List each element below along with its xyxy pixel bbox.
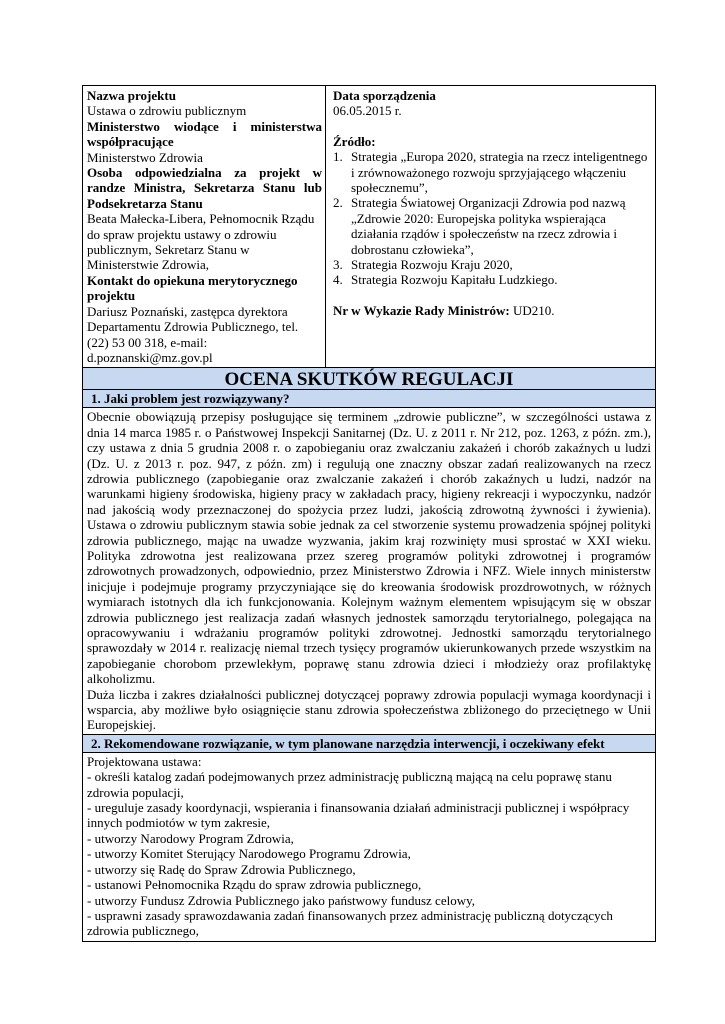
source-item: 2. Strategia Światowej Organizacji Zdrowia pod nazwą „Zdrowie 2020: Europejska polityka wspierająca działania rządów i społeczeństw na rzecz zdrowia i dobrostanu człowieka”, xyxy=(333,195,626,257)
ministry-label: Ministerstwo wiodące i ministerstwa współpracujące xyxy=(87,118,322,150)
project-info-cell xyxy=(83,86,326,367)
section-2-line: - ustanowi Pełnomocnika Rządu do spraw zdrowia publicznego, xyxy=(87,877,422,893)
responsible-person-value: Beata Małecka-Libera, Pełnomocnik Rządu do spraw projektu ustawy o zdrowiu publicznym, Sekretarz Stanu w Ministerstwie Zdrowia, xyxy=(87,211,315,273)
document-title: OCENA SKUTKÓW REGULACJI xyxy=(83,368,655,390)
section-2-line: - utworzy Komitet Sterujący Narodowego Programu Zdrowia, xyxy=(87,846,411,862)
registry-value: UD210. xyxy=(512,302,555,318)
section-2-line: - ureguluje zasady koordynacji, wspierania i finansowania działań administracji publicznej i współpracy innych podmiotów w tym zakresie, xyxy=(87,800,630,831)
source-item: 3. Strategia Rozwoju Kraju 2020, xyxy=(333,257,513,273)
responsible-person-label: Osoba odpowiedzialna za projekt w randze Ministra, Sekretarza Stanu lub Podsekretarza Stanu xyxy=(87,165,322,211)
section-2-line: - usprawni zasady sprawozdawania zadań finansowanych przez administrację publiczną dotyczących zdrowia publicznego, xyxy=(87,907,613,939)
section-2-line: - utworzy Fundusz Zdrowia Publicznego jako państwowy fundusz celowy, xyxy=(87,892,475,908)
source-item: 1. Strategia „Europa 2020, strategia na rzecz inteligentnego i zrównoważonego rozwoju sprzyjającego włączeniu społecznemu”, xyxy=(333,149,648,196)
regulation-assessment-form xyxy=(82,85,656,942)
sources-list xyxy=(333,149,651,288)
section-1-paragraph: Duża liczba i zakres działalności publicznej dotyczącej poprawy zdrowia populacji wymaga koordynacji i wsparcia, aby możliwe było osiągnięcie stanu zdrowia społeczeństwa zbliżonego do przeciętnego w Unii Europejskiej. xyxy=(87,686,651,733)
section-2-body xyxy=(83,753,655,941)
date-value: 06.05.2015 r. xyxy=(333,103,402,119)
contact-value: Dariusz Poznański, zastępca dyrektora Departamentu Zdrowia Publicznego, tel. (22) 53 00 318, e-mail: d.poznanski@mz.gov.pl xyxy=(87,303,299,365)
section-2-heading: 2. Rekomendowane rozwiązanie, w tym planowane narzędzia interwencji, i oczekiwany efekt xyxy=(83,735,655,753)
contact-label: Kontakt do opiekuna merytorycznego projektu xyxy=(87,272,298,304)
section-2-line: - określi katalog zadań podejmowanych przez administrację publiczną mającą na celu poprawę stanu zdrowia populacji, xyxy=(87,769,612,800)
section-2-line: - utworzy Narodowy Program Zdrowia, xyxy=(87,830,294,846)
section-2-line: Projektowana ustawa: xyxy=(87,753,202,769)
project-name-value: Ustawa o zdrowiu publicznym xyxy=(87,103,247,119)
meta-info-cell xyxy=(326,86,655,367)
date-label: Data sporządzenia xyxy=(333,88,436,103)
sources-label: Źródło: xyxy=(333,133,376,149)
section-1-paragraph: Obecnie obowiązują przepisy posługujące się terminem „zdrowie publiczne”, w szczególności ustawa z dnia 14 marca 1985 r. o Państwowej Inspekcji Sanitarnej (Dz. U. z 2011 r. Nr 212, poz. 1263, z późn. zm.), czy ustawa z dnia 5 grudnia 2008 r. o zapobieganiu oraz zwalczaniu zakażeń i chorób zakaźnych u ludzi (Dz. U. z 2013 r. poz. 947, z późn. zm) i regulują one znaczny obszar zadań realizowanych na rzecz zdrowia publicznego (zapobieganie oraz zwalczanie zakażeń i chorób zakaźnych u ludzi, nadzór na warunkami higieny środowiska, higieny pracy w zakładach pracy, higieny rekreacji i wypoczynku, nadzór nad jakością wody przeznaczonej do spożycia przez ludzi, jakością zdrowotną żywności i żywienia). Ustawa o zdrowiu publicznym stawia sobie jednak za cel stworzenie systemu prowadzenia spójnej polityki zdrowia publicznego, mając na uwadze wyzwania, jakim kraj rozwinięty musi sprostać w XXI wieku. Polityka zdrowotna jest realizowana przez szereg programów polityki zdrowotnej i programów zdrowotnych prowadzonych, odpowiednio, przez Ministerstwo Zdrowia i NFZ. Wiele innych ministerstw inicjuje i podejmuje programy przyczyniające się do kreowania środowisk prozdrowotnych, w różnych wymiarach istotnych dla ich funkcjonowania. Kolejnym ważnym elementem wpisującym się w obszar zdrowia publicznego jest realizacja zadań własnych jednostek samorządu terytorialnego, polegająca na opracowywaniu i wdrażaniu programów polityki zdrowotnej. Jednostki samorządu terytorialnego sprawozdały w 2014 r. realizację niemal trzech tysięcy programów ukierunkowanych przede wszystkim na zapobieganie chorobom przewlekłym, poprawę stanu zdrowia dzieci i młodzieży oraz profilaktykę alkoholizmu. xyxy=(87,409,651,687)
ministry-value: Ministerstwo Zdrowia xyxy=(87,149,203,165)
section-1-body xyxy=(83,408,655,735)
header-row xyxy=(83,86,655,368)
registry-number xyxy=(333,303,651,318)
project-name-label: Nazwa projektu xyxy=(87,88,176,103)
section-1-heading: 1. Jaki problem jest rozwiązywany? xyxy=(83,390,655,408)
registry-label: Nr w Wykazie Rady Ministrów: xyxy=(333,302,510,318)
source-item: 4. Strategia Rozwoju Kapitału Ludzkiego. xyxy=(333,272,558,288)
section-2-line: - utworzy się Radę do Spraw Zdrowia Publicznego, xyxy=(87,861,356,877)
